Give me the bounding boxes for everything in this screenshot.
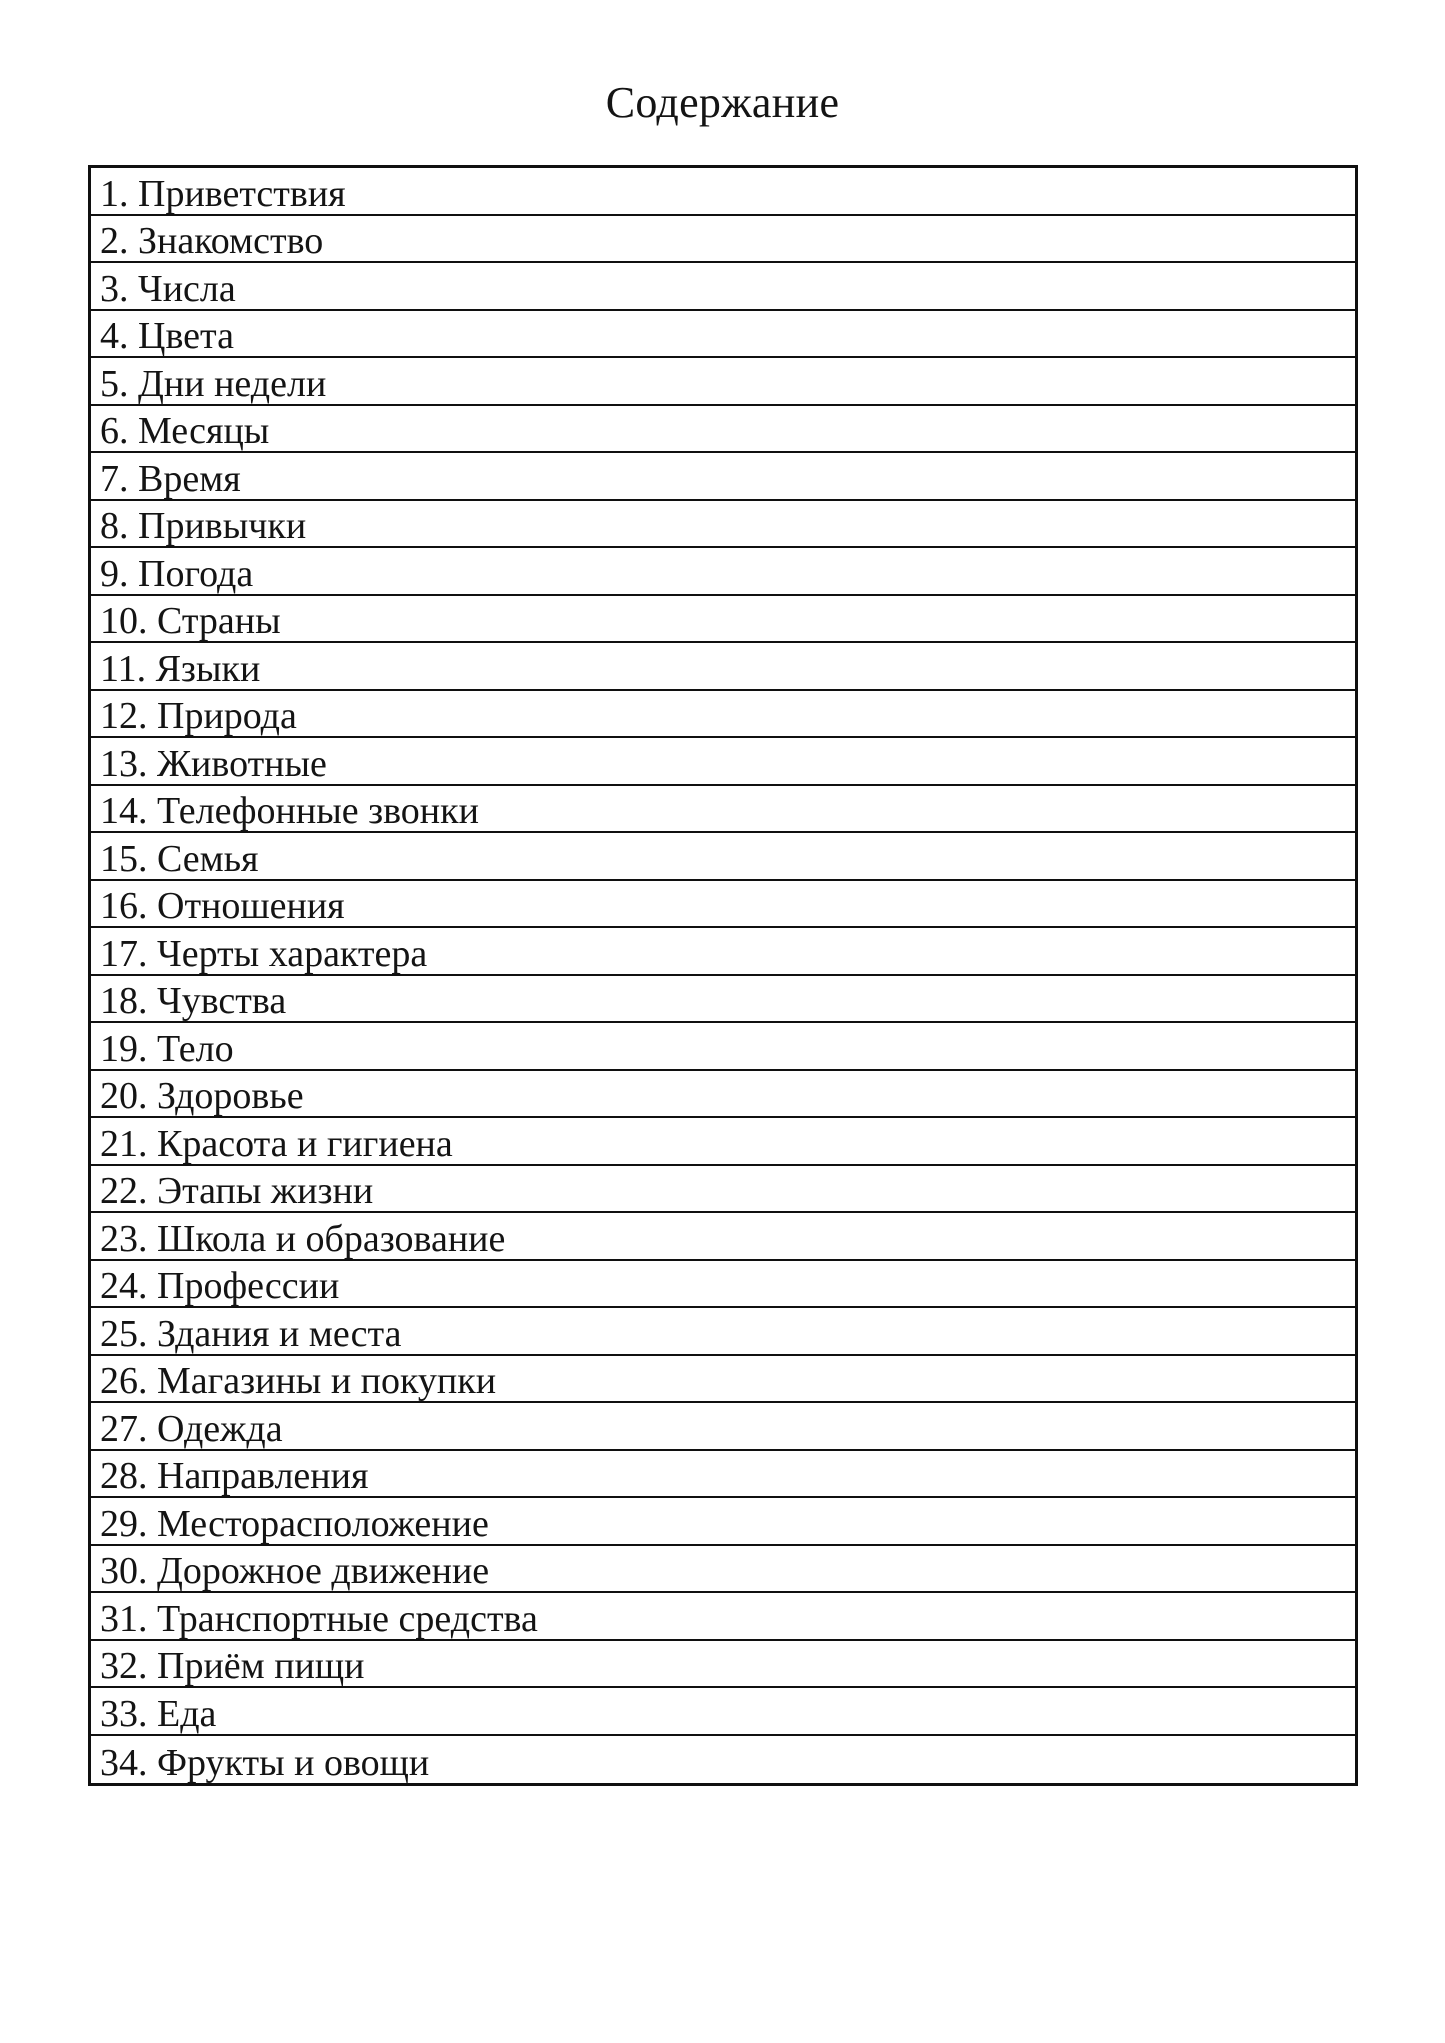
toc-row	[91, 691, 1355, 739]
toc-row	[91, 596, 1355, 644]
toc-item-label: 5. Дни недели	[100, 362, 327, 405]
toc-item-label: 29. Месторасположение	[100, 1502, 489, 1545]
toc-row	[91, 1356, 1355, 1404]
toc-item-label: 34. Фрукты и овощи	[100, 1742, 430, 1784]
toc-item-label: 17. Черты характера	[100, 932, 428, 975]
toc-row	[91, 216, 1355, 264]
toc-item-label: 30. Дорожное движение	[100, 1550, 490, 1592]
toc-item-label: 8. Привычки	[100, 505, 307, 547]
toc-item-label: 18. Чувства	[100, 980, 287, 1022]
toc-item-label: 20. Здоровье	[100, 1075, 304, 1117]
toc-item-label: 6. Месяцы	[100, 410, 270, 452]
toc-row	[91, 1688, 1355, 1736]
toc-item-label: 33. Еда	[100, 1692, 217, 1735]
toc-row	[91, 358, 1355, 406]
toc-item-label: 10. Страны	[100, 600, 281, 642]
toc-row	[91, 1736, 1355, 1784]
toc-item-label: 15. Семья	[100, 837, 259, 880]
toc-item-label: 12. Природа	[100, 695, 297, 737]
toc-row	[91, 1641, 1355, 1689]
toc-item-label: 1. Приветствия	[100, 172, 346, 215]
toc-row	[91, 1071, 1355, 1119]
toc-row	[91, 548, 1355, 596]
toc-item-label: 25. Здания и места	[100, 1312, 402, 1355]
toc-item-label: 13. Животные	[100, 742, 327, 785]
toc-row	[91, 1166, 1355, 1214]
toc-row	[91, 976, 1355, 1024]
toc-row	[91, 786, 1355, 834]
toc-item-label: 28. Направления	[100, 1455, 369, 1497]
toc-row	[91, 1118, 1355, 1166]
toc-row	[91, 1498, 1355, 1546]
toc-item-label: 14. Телефонные звонки	[100, 790, 479, 832]
toc-row	[91, 1261, 1355, 1309]
toc-row	[91, 1546, 1355, 1594]
toc-row	[91, 928, 1355, 976]
toc-item-label: 24. Профессии	[100, 1265, 340, 1307]
toc-item-label: 9. Погода	[100, 552, 254, 595]
toc-item-label: 7. Время	[100, 457, 241, 500]
toc-row	[91, 1213, 1355, 1261]
toc-row	[91, 453, 1355, 501]
toc-item-label: 27. Одежда	[100, 1407, 283, 1450]
toc-row	[91, 501, 1355, 549]
toc-row	[91, 738, 1355, 786]
toc-row	[91, 881, 1355, 929]
toc-item-label: 31. Транспортные средства	[100, 1597, 538, 1640]
toc-row	[91, 263, 1355, 311]
toc-item-label: 32. Приём пищи	[100, 1645, 365, 1687]
toc-item-label: 16. Отношения	[100, 885, 345, 927]
toc-row	[91, 1308, 1355, 1356]
toc-item-label: 26. Магазины и покупки	[100, 1360, 497, 1402]
toc-table	[88, 165, 1358, 1786]
toc-item-label: 2. Знакомство	[100, 220, 324, 262]
toc-row	[91, 406, 1355, 454]
toc-item-label: 22. Этапы жизни	[100, 1170, 374, 1212]
toc-row	[91, 1023, 1355, 1071]
toc-item-label: 11. Языки	[100, 647, 261, 690]
toc-item-label: 3. Числа	[100, 267, 236, 310]
toc-row	[91, 311, 1355, 359]
toc-item-label: 19. Тело	[100, 1027, 234, 1070]
toc-row	[91, 643, 1355, 691]
toc-row	[91, 1403, 1355, 1451]
toc-row	[91, 1593, 1355, 1641]
toc-row	[91, 833, 1355, 881]
page-title: Содержание	[605, 78, 840, 127]
toc-item-label: 21. Красота и гигиена	[100, 1122, 453, 1165]
toc-item-label: 23. Школа и образование	[100, 1217, 506, 1260]
toc-row	[91, 1451, 1355, 1499]
toc-row	[91, 168, 1355, 216]
toc-item-label: 4. Цвета	[100, 315, 234, 357]
